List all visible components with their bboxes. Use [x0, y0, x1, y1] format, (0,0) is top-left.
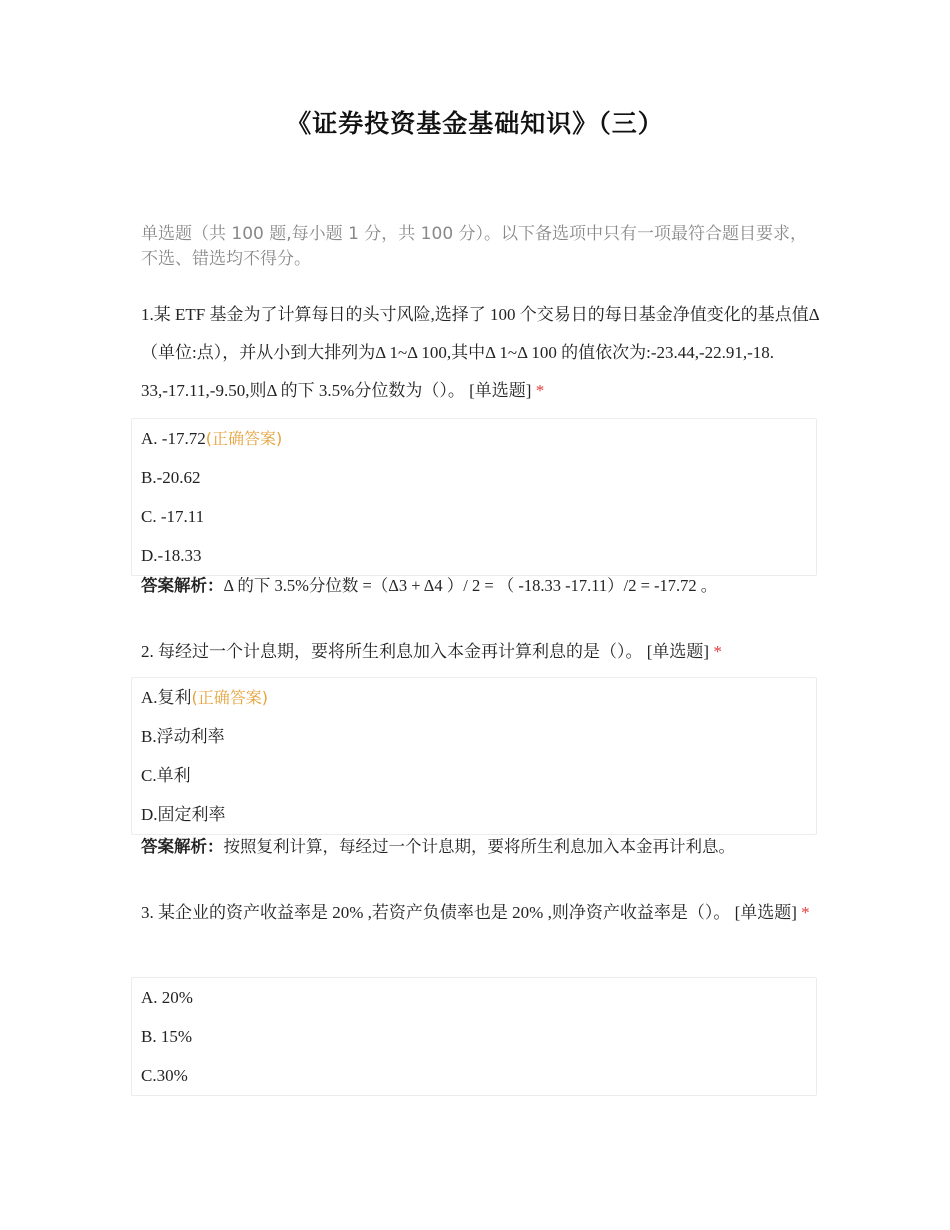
option-d[interactable]: D.固定利率	[141, 805, 226, 824]
question-2-text: 2. 每经过一个计息期，要将所生利息加入本金再计算利息的是（）。 [单选题] *	[141, 642, 722, 661]
required-mark: *	[801, 903, 810, 922]
option-b[interactable]: B. 15%	[141, 1027, 192, 1046]
section-instructions: 单选题（共 100 题,每小题 1 分，共 100 分）。以下备选项中只有一项最符合题目要求，不选、错选均不得分。	[141, 224, 808, 269]
required-mark: *	[535, 381, 545, 400]
question-1-options	[131, 418, 817, 576]
option-a[interactable]: A. -17.72(正确答案)	[141, 429, 283, 448]
required-mark: *	[713, 642, 722, 661]
analysis-label: 答案解析：	[141, 576, 224, 595]
correct-answer-tag: (正确答案)	[191, 688, 269, 707]
option-c[interactable]: C. -17.11	[141, 507, 205, 526]
question-2-options	[131, 677, 817, 835]
question-3-options	[131, 977, 817, 1096]
option-a[interactable]: A. 20%	[141, 988, 193, 1007]
question-3-text: 3. 某企业的资产收益率是 20% ,若资产负债率也是 20% ,则净资产收益率是（）。 [单选题] *	[141, 903, 810, 922]
option-a[interactable]: A.复利(正确答案)	[141, 688, 269, 707]
page-title: 《证券投资基金基础知识》（三）	[286, 109, 664, 138]
question-1-analysis: 答案解析：Δ 的下 3.5%分位数 =（Δ3 + Δ4 ）/ 2 = （ -18.33 -17.11）/2 = -17.72 。	[141, 576, 718, 595]
analysis-label: 答案解析：	[141, 837, 224, 856]
question-type-tag: [单选题]	[734, 903, 797, 922]
option-c[interactable]: C.30%	[141, 1066, 188, 1085]
question-2-analysis: 答案解析：按照复利计算，每经过一个计息期，要将所生利息加入本金再计利息。	[141, 837, 735, 856]
question-type-tag: [单选题]	[646, 642, 710, 661]
option-c[interactable]: C.单利	[141, 766, 191, 785]
correct-answer-tag: (正确答案)	[205, 429, 283, 448]
question-1-text: 1.某 ETF 基金为了计算每日的头寸风险,选择了 100 个交易日的每日基金净值变化的基点值Δ （单位:点），并从小到大排列为Δ 1~Δ 100,其中Δ 1~Δ 100 的值依次为:-23.44,-22.91,-18. 33,-17.11,-9.50,则Δ 的下 3.5%分位数为（）。 [单选题] *	[141, 305, 819, 400]
option-b[interactable]: B.-20.62	[141, 468, 201, 487]
option-b[interactable]: B.浮动利率	[141, 727, 225, 746]
option-d[interactable]: D.-18.33	[141, 546, 202, 565]
question-type-tag: [单选题]	[469, 381, 532, 400]
